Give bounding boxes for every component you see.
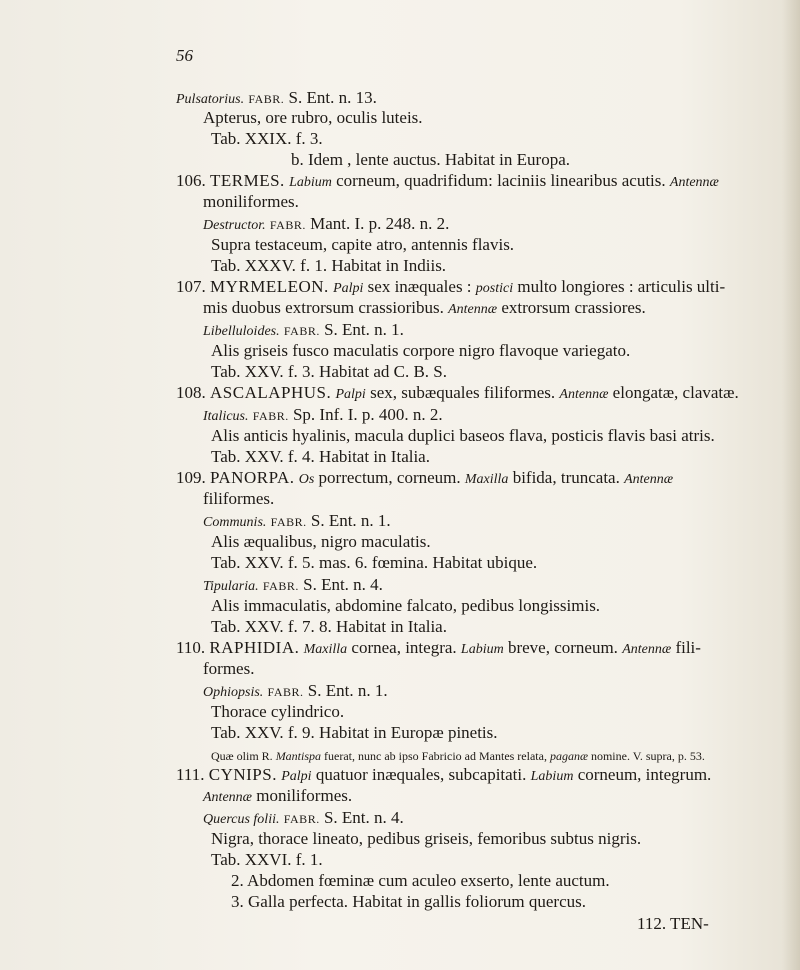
term-postici: postici [475,281,514,296]
species-name: Communis. [203,515,267,530]
species-line [203,511,391,533]
description-text: sex, subæquales filiformes. [370,383,556,402]
description-text: breve, corneum. [507,638,618,657]
description-line: Alis immaculatis, abdomine falcato, pedibus longissimis. [211,596,601,615]
species-name: Quercus folii. [203,812,280,827]
plate-line: Tab. XXIX. f. 3. [211,129,323,148]
term-palpi: Palpi [333,281,364,296]
species-line [203,320,404,342]
term-palpi: Palpi [281,769,312,784]
description-line [203,786,352,808]
term-antennae: Antennæ [669,175,719,190]
description-line: Alis anticis hyalinis, macula duplici baseos flava, posticis flavis basi atris. [211,426,715,445]
genus-name: CYNIPS. [208,765,277,784]
reference: Mant. I. p. 248. n. 2. [310,214,450,233]
genus-entry [176,638,701,660]
genus-number: 106. [176,171,206,190]
genus-entry [176,765,711,787]
description-line: filiformes. [203,489,275,508]
author: FABR. [248,92,285,106]
description-text: porrectum, corneum. [318,468,461,487]
genus-entry [176,277,725,299]
description-text: extrorsum crassiores. [501,298,646,317]
species-line [203,681,388,703]
term-antennae: Antennæ [203,790,252,805]
description-line: Apterus, ore rubro, oculis luteis. [203,108,423,127]
term-antennae: Antennæ [622,642,672,657]
genus-name: PANORPA. [210,468,295,487]
species-name: Destructor. [203,218,266,233]
genus-name: ASCALAPHUS. [210,383,332,402]
plate-line: Tab. XXV. f. 4. Habitat in Italia. [211,447,430,466]
description-line: moniliformes. [203,192,299,211]
description-line: Alis griseis fusco maculatis corpore nigro flavoque variegato. [211,341,631,360]
page-number: 56 [176,46,193,65]
genus-name: MYRMELEON. [210,277,329,296]
reference: S. Ent. n. 4. [303,575,383,594]
variety-line: b. Idem , lente auctus. Habitat in Europa. [291,150,570,169]
footnote-text: nomine. V. supra, p. 53. [590,749,705,763]
variety-line: 3. Galla perfecta. Habitat in gallis foliorum quercus. [231,892,586,911]
description-text: sex inæquales : [367,277,472,296]
reference: Sp. Inf. I. p. 400. n. 2. [292,405,443,424]
variety-line: 2. Abdomen fœminæ cum aculeo exserto, lente auctum. [231,871,610,890]
reference: S. Ent. n. 1. [324,320,404,339]
species-name: Tipularia. [203,579,259,594]
description-text: mis duobus extrorsum crassioribus. [203,298,444,317]
genus-number: 111. [176,765,205,784]
footnote-term: Mantispa [275,749,322,763]
genus-number: 108. [176,383,206,402]
footnote-term: paganæ [549,749,588,763]
catchword: 112. TEN- [637,914,709,933]
term-maxilla: Maxilla [464,472,509,487]
reference: S. Ent. n. 1. [310,511,391,530]
plate-line: Tab. XXXV. f. 1. Habitat in Indiis. [211,256,447,275]
description-text: elongatæ, clavatæ. [612,383,739,402]
footnote-text: fuerat, nunc ab ipso Fabricio ad Mantes relata, [324,749,547,763]
description-text: cornea, integra. [351,638,457,657]
author: FABR. [252,409,289,423]
author: FABR. [283,324,320,338]
term-antennae: Antennæ [448,302,498,317]
genus-number: 107. [176,277,206,296]
description-line: formes. [203,659,255,678]
term-labium: Labium [460,642,504,657]
description-text: moniliformes. [256,786,353,805]
genus-entry [176,383,739,405]
description-line: Thorace cylindrico. [211,702,345,721]
genus-entry [176,171,719,193]
species-line [176,88,377,110]
plate-line: Tab. XXV. f. 3. Habitat ad C. B. S. [211,362,448,381]
description-text: bifida, truncata. [512,468,620,487]
description-line: Alis æqualibus, nigro maculatis. [211,532,431,551]
description-line [203,298,646,320]
term-labium: Labium [289,175,332,190]
genus-name: RAPHIDIA. [209,638,300,657]
species-line [203,808,404,830]
term-labium: Labium [530,769,574,784]
term-antennae: Antennæ [624,472,674,487]
description-text: fili- [675,638,701,657]
species-name: Ophiopsis. [203,685,264,700]
footnote-text: Quæ olim R. [211,749,273,763]
plate-line: Tab. XXV. f. 7. 8. Habitat in Italia. [211,617,447,636]
species-name: Italicus. [203,409,249,424]
author: FABR. [270,515,307,529]
description-line: Nigra, thorace lineato, pedibus griseis, femoribus subtus nigris. [211,829,642,848]
genus-number: 109. [176,468,206,487]
description-text: corneum, quadrifidum: laciniis linearibus acutis. [336,171,666,190]
description-line: Supra testaceum, capite atro, antennis flavis. [211,235,515,254]
footnote-line [211,746,705,766]
term-palpi: Palpi [335,387,366,402]
author: FABR. [283,812,320,826]
reference: S. Ent. n. 1. [307,681,388,700]
description-text: quatuor inæquales, subcapitati. [315,765,527,784]
term-antennae: Antennæ [559,387,609,402]
plate-line: Tab. XXVI. f. 1. [211,850,323,869]
term-maxilla: Maxilla [303,642,348,657]
author: FABR. [267,685,304,699]
genus-number: 110. [176,638,206,657]
author: FABR. [262,579,299,593]
species-name: Libelluloides. [203,324,280,339]
species-line [203,214,449,236]
genus-name: TERMES. [210,171,285,190]
reference: S. Ent. n. 4. [323,808,404,827]
plate-line: Tab. XXV. f. 9. Habitat in Europæ pinetis. [211,723,498,742]
description-text: corneum, integrum. [577,765,712,784]
species-name: Pulsatorius. [176,92,245,107]
genus-entry [176,468,673,490]
plate-line: Tab. XXV. f. 5. mas. 6. fœmina. Habitat ubique. [211,553,538,572]
author: FABR. [269,218,306,232]
reference: S. Ent. n. 13. [288,88,377,107]
description-text: multo longiores : articulis ulti- [517,277,726,296]
term-os: Os [298,472,315,487]
page-edge-shadow [782,0,800,970]
species-line [203,575,383,597]
species-line [203,405,443,427]
